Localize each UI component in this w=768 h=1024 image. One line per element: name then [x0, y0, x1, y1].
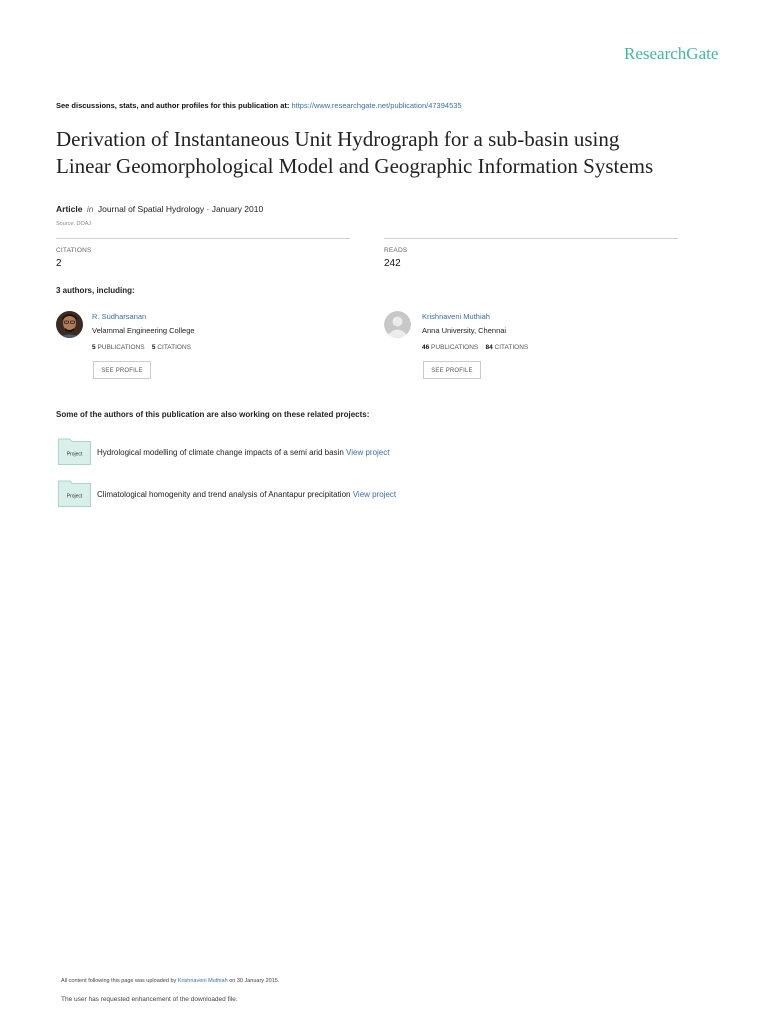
publication-meta	[56, 204, 263, 214]
upload-note	[61, 978, 279, 984]
author-publications-count-1: 5	[92, 344, 96, 351]
author-name-1[interactable]: R. Sudharsanan	[92, 312, 147, 321]
title-line-1: Derivation of Instantaneous Unit Hydrograph for a sub-basin using	[56, 127, 620, 151]
author-institution-2[interactable]: Anna University, Chennai	[422, 326, 507, 335]
author-citations-count-1: 5	[151, 344, 156, 351]
publication-link[interactable]: https://www.researchgate.net/publication/47394535	[291, 101, 462, 110]
author-institution-1[interactable]: Velammal Engineering College	[92, 326, 195, 335]
project-folder-icon[interactable]	[58, 480, 91, 507]
upload-suffix: on 30 January 2015.	[229, 978, 280, 984]
default-avatar-icon[interactable]	[384, 311, 411, 338]
author-citations-label-2: CITATIONS	[494, 344, 529, 351]
uploader-link[interactable]: Krishnaveni Muthiah	[177, 978, 228, 984]
author-stats-2	[422, 344, 528, 351]
project-icon-label-1: Project	[66, 451, 83, 458]
reads-value: 242	[384, 258, 401, 269]
see-profile-button-2[interactable]: SEE PROFILE	[423, 361, 481, 379]
project-title-1: Hydrological modelling of climate change impacts of a semi arid basin	[97, 448, 344, 457]
reads-label: READS	[384, 247, 408, 254]
authors-heading: 3 authors, including:	[56, 286, 135, 295]
citations-value: 2	[56, 258, 62, 269]
related-projects-heading: Some of the authors of this publication are also working on these related projects:	[56, 410, 370, 419]
citations-divider	[56, 238, 350, 239]
project-folder-icon[interactable]	[58, 438, 91, 465]
publication-title	[56, 126, 756, 179]
source-line: Source: DOAJ	[56, 221, 92, 227]
author-publications-count-2: 46	[422, 344, 430, 351]
discussions-line	[56, 101, 462, 110]
discussions-text: See discussions, stats, and author profiles for this publication at:	[56, 101, 290, 110]
view-project-link-2[interactable]: View project	[352, 490, 397, 499]
author-publications-label-2: PUBLICATIONS	[431, 344, 479, 351]
upload-prefix: All content following this page was uploaded by	[61, 978, 177, 984]
journal-date[interactable]: Journal of Spatial Hydrology · January 2010	[97, 204, 264, 214]
researchgate-logo[interactable]: ResearchGate	[624, 44, 719, 63]
author-stats-1	[92, 344, 191, 351]
meta-in: in	[86, 204, 94, 214]
view-project-link-1[interactable]: View project	[346, 448, 390, 457]
publication-type: Article	[56, 204, 83, 214]
reads-divider	[384, 238, 678, 239]
author-name-2[interactable]: Krishnaveni Muthiah	[422, 312, 490, 321]
citations-label: CITATIONS	[56, 247, 92, 254]
project-icon-label-2: Project	[66, 493, 83, 500]
project-title-2: Climatological homogenity and trend analysis of Anantapur precipitation	[97, 490, 351, 499]
project-item-2	[97, 490, 396, 499]
author-photo[interactable]	[56, 311, 83, 338]
author-publications-label-1: PUBLICATIONS	[97, 344, 145, 351]
project-item-1	[97, 448, 389, 457]
see-profile-button-1[interactable]: SEE PROFILE	[93, 361, 151, 379]
author-citations-count-2: 84	[485, 344, 493, 351]
title-line-2: Linear Geomorphological Model and Geographic Information Systems	[56, 153, 654, 178]
author-citations-label-1: CITATIONS	[157, 344, 192, 351]
enhancement-note: The user has requested enhancement of the downloaded file.	[61, 996, 238, 1003]
